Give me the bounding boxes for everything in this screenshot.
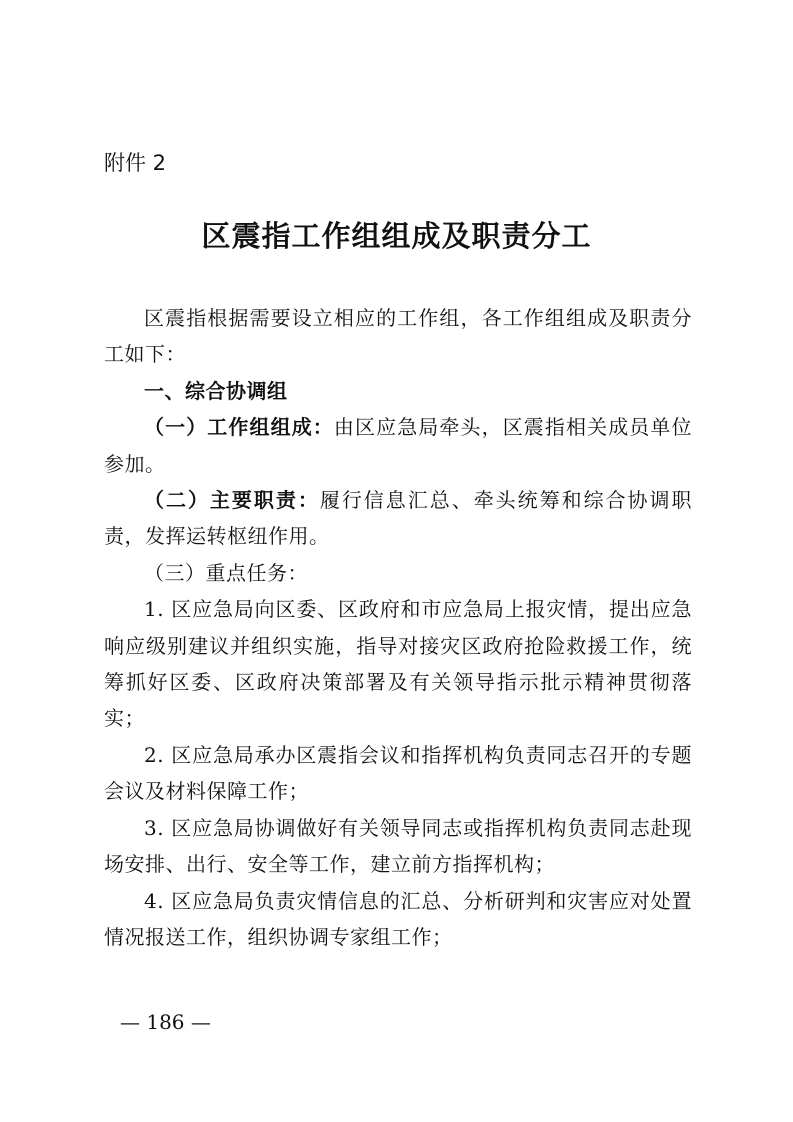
- document-body: [104, 300, 692, 955]
- duty-text: 履行信息汇总、牵头统筹和综合协调职责，发挥运转枢纽作用。: [104, 488, 693, 549]
- tasks-label: （三）重点任务：: [144, 560, 308, 585]
- composition-label: （一）工作组组成：: [144, 415, 334, 440]
- section-heading: 一、综合协调组: [144, 378, 288, 403]
- duty-label: （二）主要职责：: [144, 488, 320, 513]
- duty-paragraph: [104, 482, 692, 555]
- task-item: 4. 区应急局负责灾情信息的汇总、分析研判和灾害应对处置情况报送工作，组织协调专家组工作；: [104, 888, 692, 949]
- composition-text: 由区应急局牵头，区震指相关成员单位参加。: [104, 415, 693, 476]
- task-item: 2. 区应急局承办区震指会议和指挥机构负责同志召开的专题会议及材料保障工作；: [104, 742, 692, 804]
- composition-paragraph: [104, 409, 692, 482]
- intro-paragraph: 区震指根据需要设立相应的工作组，各工作组组成及职责分工如下：: [104, 306, 692, 367]
- task-item: 3. 区应急局协调做好有关领导同志或指挥机构负责同志赴现场安排、出行、安全等工作，建立前方指挥机构；: [104, 815, 692, 877]
- page-title: 区震指工作组组成及职责分工: [201, 219, 592, 253]
- task-item: 1. 区应急局向区委、区政府和市应急局上报灾情，提出应急响应级别建议并组织实施，指导对接灾区政府抢险救援工作，统筹抓好区委、区政府决策部署及有关领导指示批示精神贯彻落实；: [104, 597, 692, 731]
- page-number: — 186 —: [120, 1010, 211, 1034]
- attachment-label: 附件 2: [104, 151, 167, 175]
